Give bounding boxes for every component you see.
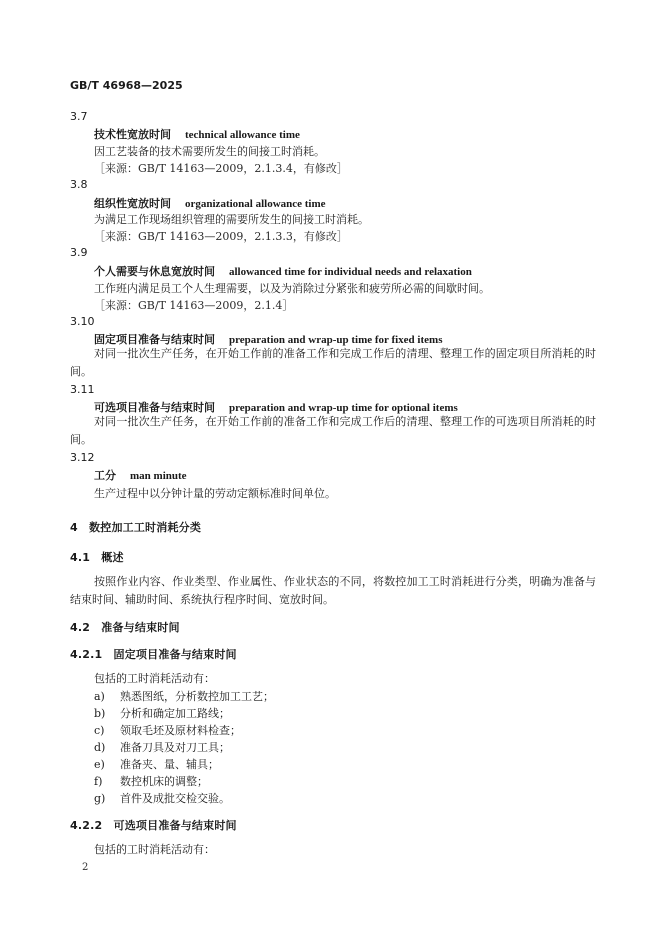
term-en: allowanced time for individual needs and relaxation — [229, 266, 472, 278]
list-item — [94, 790, 230, 806]
term-zh: 工分 — [94, 469, 116, 482]
term-heading — [94, 263, 472, 279]
term-definition: 对同一批次生产任务，在开始工作前的准备工作和完成工作后的清理、整理工作的固定项目所消耗的时间。 — [70, 347, 596, 378]
term-definition: 对同一批次生产任务，在开始工作前的准备工作和完成工作后的清理、整理工作的可选项目所消耗的时间。 — [70, 415, 596, 446]
term-number: 3.10 — [70, 315, 95, 328]
list-text: 领取毛坯及原材料检查； — [120, 724, 241, 737]
section-heading: 4 数控加工工时消耗分类 — [70, 521, 202, 534]
term-source: ［来源：GB/T 14163—2009，2.1.3.3，有修改］ — [94, 230, 348, 243]
term-zh: 技术性宽放时间 — [94, 128, 171, 141]
list-text: 准备刀具及对刀工具； — [120, 741, 230, 754]
list-item — [94, 773, 208, 789]
term-number: 3.12 — [70, 451, 95, 464]
list-item — [94, 722, 241, 738]
list-marker: e) — [94, 758, 105, 771]
term-zh: 组织性宽放时间 — [94, 197, 171, 210]
term-definition: 工作班内满足员工个人生理需要，以及为消除过分紧张和疲劳所必需的间歇时间。 — [94, 282, 490, 295]
list-item — [94, 739, 230, 755]
term-number: 3.11 — [70, 383, 95, 396]
term-heading — [94, 195, 326, 211]
term-heading — [94, 467, 187, 483]
term-en: man minute — [130, 470, 187, 482]
term-definition: 为满足工作现场组织管理的需要所发生的间接工时消耗。 — [94, 213, 369, 226]
term-en: technical allowance time — [185, 129, 300, 141]
term-source: ［来源：GB/T 14163—2009，2.1.3.4，有修改］ — [94, 162, 348, 175]
term-number: 3.9 — [70, 246, 88, 259]
list-marker: c) — [94, 724, 105, 737]
term-definition: 因工艺装备的技术需要所发生的间接工时消耗。 — [94, 145, 325, 158]
list-text: 熟悉图纸，分析数控加工工艺； — [120, 690, 274, 703]
list-item — [94, 688, 274, 704]
list-marker: g) — [94, 792, 106, 805]
term-en: preparation and wrap-up time for fixed items — [229, 334, 443, 346]
list-text: 准备夹、量、辅具； — [120, 758, 219, 771]
term-number: 3.8 — [70, 178, 88, 191]
term-source: ［来源：GB/T 14163—2009，2.1.4］ — [94, 299, 294, 312]
list-marker: b) — [94, 707, 106, 720]
list-intro: 包括的工时消耗活动有： — [94, 843, 215, 856]
term-en: preparation and wrap-up time for optional items — [229, 402, 458, 414]
subsection-heading: 4.1 概述 — [70, 551, 124, 564]
overview-paragraph: 按照作业内容、作业类型、作业属性、作业状态的不同，将数控加工工时消耗进行分类，明确为准备与结束时间、辅助时间、系统执行程序时间、宽放时间。 — [70, 575, 596, 606]
term-heading — [94, 126, 300, 142]
list-item — [94, 705, 230, 721]
list-text: 分析和确定加工路线； — [120, 707, 230, 720]
term-number: 3.7 — [70, 110, 88, 123]
term-en: organizational allowance time — [185, 198, 326, 210]
list-text: 数控机床的调整； — [120, 775, 208, 788]
list-item — [94, 756, 219, 772]
list-text: 首件及成批交检交验。 — [120, 792, 230, 805]
list-marker: a) — [94, 690, 105, 703]
term-zh: 个人需要与休息宽放时间 — [94, 265, 215, 278]
subsection-heading: 4.2 准备与结束时间 — [70, 621, 180, 634]
subsection-heading: 4.2.1 固定项目准备与结束时间 — [70, 648, 237, 661]
term-definition: 生产过程中以分钟计量的劳动定额标准时间单位。 — [94, 487, 336, 500]
term-zh: 固定项目准备与结束时间 — [94, 333, 215, 346]
term-zh: 可选项目准备与结束时间 — [94, 401, 215, 414]
page-number: 2 — [82, 862, 89, 873]
subsection-heading: 4.2.2 可选项目准备与结束时间 — [70, 819, 237, 832]
list-marker: d) — [94, 741, 106, 754]
list-intro: 包括的工时消耗活动有： — [94, 672, 215, 685]
standard-code: GB/T 46968—2025 — [70, 79, 183, 92]
list-marker: f) — [94, 775, 103, 788]
